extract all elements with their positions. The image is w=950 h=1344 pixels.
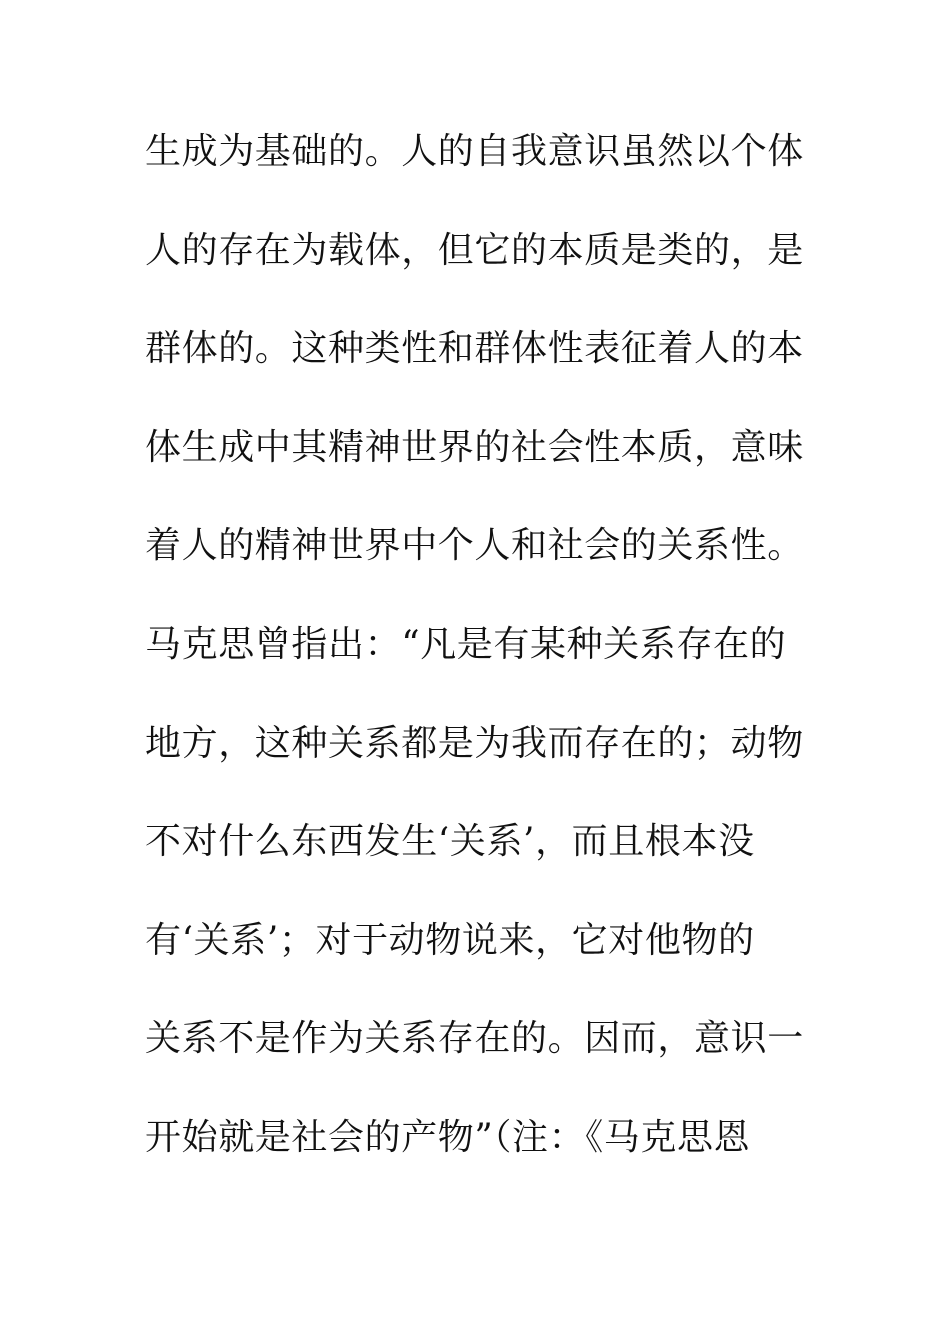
text-line: 不对什么东西发生‘关系’，而且根本没: [145, 821, 755, 863]
text-line: 体生成中其精神世界的社会性本质，意味: [145, 426, 804, 468]
text-line: 开始就是社会的产物”（注：《马克思恩: [145, 1116, 751, 1158]
text-line: 地方，这种关系都是为我而存在的；动物: [145, 722, 804, 764]
text-line: 生成为基础的。人的自我意识虽然以个体: [145, 131, 804, 172]
text-line: 关系不是作为关系存在的。因而，意识一: [145, 1018, 804, 1060]
text-line: 有‘关系’；对于动物说来，它对他物的: [145, 919, 755, 961]
body-text: [145, 122, 810, 1207]
text-line: 着人的精神世界中个人和社会的关系性。: [145, 525, 804, 567]
text-line: 群体的。这种类性和群体性表征着人的本: [145, 328, 804, 370]
text-line: 人的存在为载体，但它的本质是类的，是: [145, 229, 804, 271]
text-line: 马克思曾指出：“凡是有某种关系存在的: [145, 623, 787, 665]
